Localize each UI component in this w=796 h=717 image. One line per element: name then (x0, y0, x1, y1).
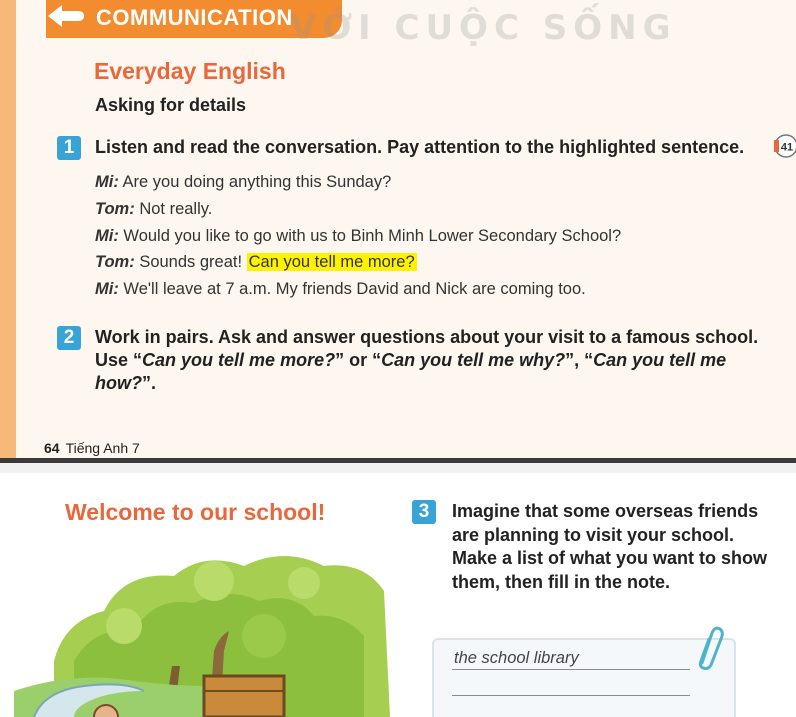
example-phrase: Can you tell me how? (95, 350, 727, 393)
audio-track-number: 41 (780, 141, 794, 154)
note-item: the school library (454, 649, 579, 667)
dialogue-line (95, 253, 417, 272)
audio-track-icon[interactable] (772, 133, 796, 159)
textbook-page-bottom (0, 473, 796, 717)
note-writing-line (452, 669, 690, 670)
page-footer (44, 440, 140, 456)
example-phrase: Can you tell me more? (142, 350, 336, 370)
instruction-text: ”, “ (565, 350, 594, 370)
dialogue-text: Sounds great! (139, 253, 247, 271)
page-title: Everyday English (94, 58, 286, 84)
watermark: VỚI CUỘC SỐNG (290, 8, 677, 48)
note-writing-line (452, 695, 690, 696)
task-2-instruction (95, 326, 775, 395)
book-title: Tiếng Anh 7 (65, 440, 140, 456)
welcome-title: Welcome to our school! (65, 499, 326, 525)
dialogue-text: We'll leave at 7 a.m. My friends David and Nick are coming too. (123, 280, 586, 298)
speaker-name: Mi: (95, 227, 119, 245)
highlighted-sentence: Can you tell me more? (248, 253, 415, 271)
task-1-number-badge: 1 (57, 136, 81, 160)
dialogue-text: Not really. (139, 200, 213, 218)
example-phrase: Can you tell me why? (381, 350, 566, 370)
speaker-name: Mi: (95, 173, 119, 191)
speaker-name: Tom: (95, 253, 135, 271)
dialogue-line (95, 200, 212, 219)
dialogue-line (95, 227, 621, 246)
page-subtitle: Asking for details (95, 95, 247, 115)
instruction-text: ”. (142, 373, 157, 393)
page-edge-strip (0, 0, 16, 458)
task-3-number-badge: 3 (412, 500, 436, 524)
speaker-name: Tom: (95, 200, 135, 218)
dialogue-text: Would you like to go with us to Binh Minh Lower Secondary School? (123, 227, 622, 245)
page-gap (0, 463, 796, 473)
task-3-instruction: Imagine that some overseas friends are planning to visit your school. Make a list of what you want to show them, then fill in the note. (452, 501, 768, 592)
paperclip-icon (690, 623, 724, 671)
dialogue-line (95, 280, 586, 299)
task-2-number-badge: 2 (57, 326, 81, 350)
arrow-icon (44, 2, 90, 30)
dialogue-text: Are you doing anything this Sunday? (122, 173, 392, 191)
instruction-text: ” or “ (335, 350, 382, 370)
school-garden-illustration (14, 541, 390, 717)
page-number: 64 (44, 440, 60, 456)
section-header-title: COMMUNICATION (96, 5, 293, 30)
instruction-text: Work in pairs. Ask and answer questions about your visit to a famous school. Use “ (95, 327, 759, 370)
task-1-instruction: Listen and read the conversation. Pay attention to the highlighted sentence. (95, 137, 745, 157)
dialogue-line (95, 173, 391, 192)
speaker-name: Mi: (95, 280, 119, 298)
